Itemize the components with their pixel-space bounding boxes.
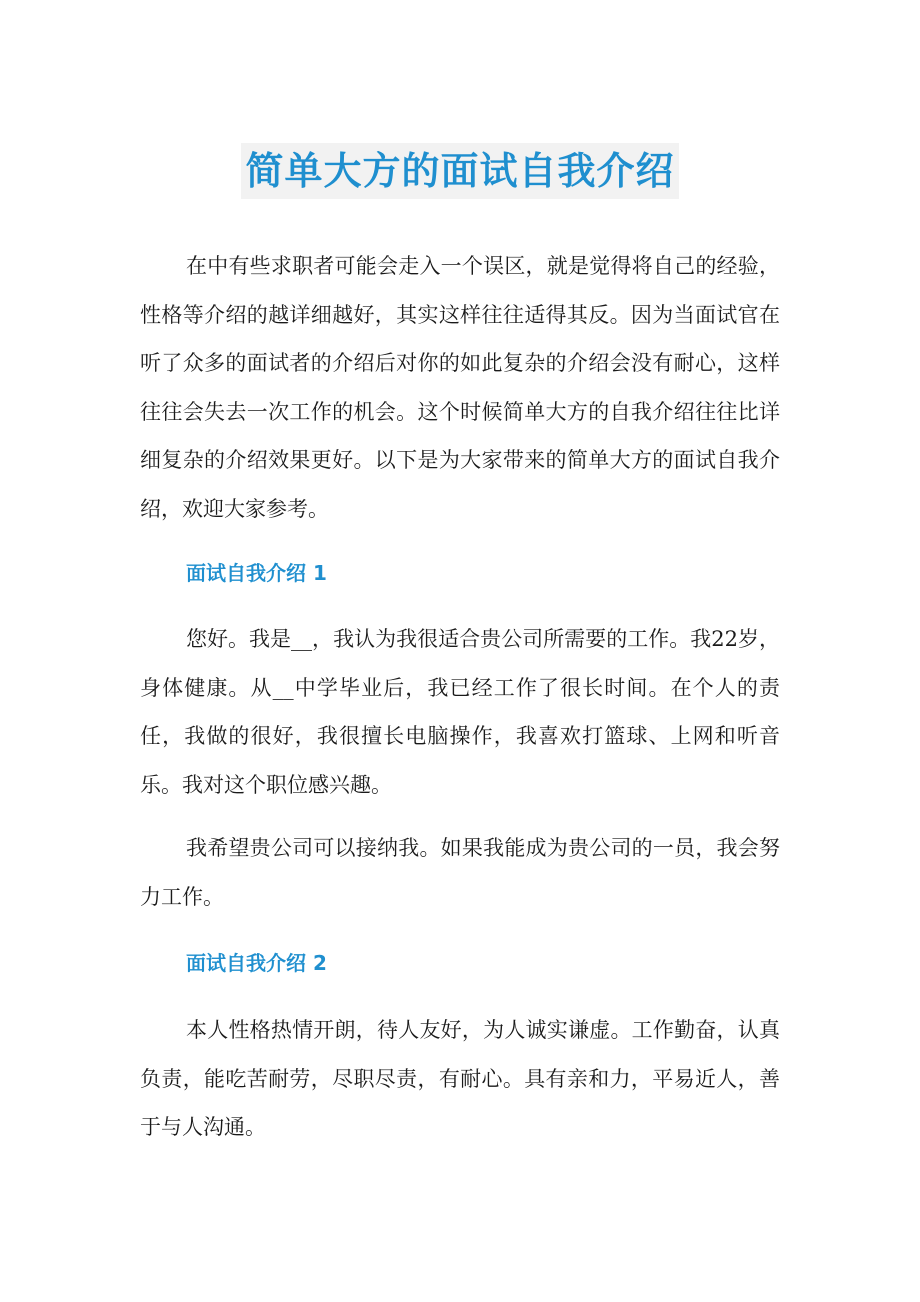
- page-title: 简单大方的面试自我介绍: [241, 143, 678, 199]
- section-1-paragraph-1: 您好。我是__，我认为我很适合贵公司所需要的工作。我22岁，身体健康。从__中学毕业后，我已经工作了很长时间。在个人的责任，我做的很好，我很擅长电脑操作，我喜欢打篮球、上网和听音乐。我对这个职位感兴趣。: [140, 627, 780, 797]
- title-container: [140, 118, 780, 225]
- intro-paragraph: 在中有些求职者可能会走入一个误区，就是觉得将自己的经验，性格等介绍的越详细越好，其实这样往往适得其反。因为当面试官在听了众多的面试者的介绍后对你的如此复杂的介绍会没有耐心，这样往往会失去一次工作的机会。这个时候简单大方的自我介绍往往比详细复杂的介绍效果更好。以下是为大家带来的简单大方的面试自我介绍，欢迎大家参考。: [140, 254, 780, 521]
- section-heading-2: 面试自我介绍 2: [186, 951, 327, 975]
- section-1-paragraph-2: 我希望贵公司可以接纳我。如果我能成为贵公司的一员，我会努力工作。: [140, 836, 780, 909]
- section-heading-1: 面试自我介绍 1: [186, 561, 327, 585]
- section-2-paragraph-1: 本人性格热情开朗，待人友好，为人诚实谦虚。工作勤奋，认真负责，能吃苦耐劳，尽职尽责，有耐心。具有亲和力，平易近人，善于与人沟通。: [140, 1018, 780, 1139]
